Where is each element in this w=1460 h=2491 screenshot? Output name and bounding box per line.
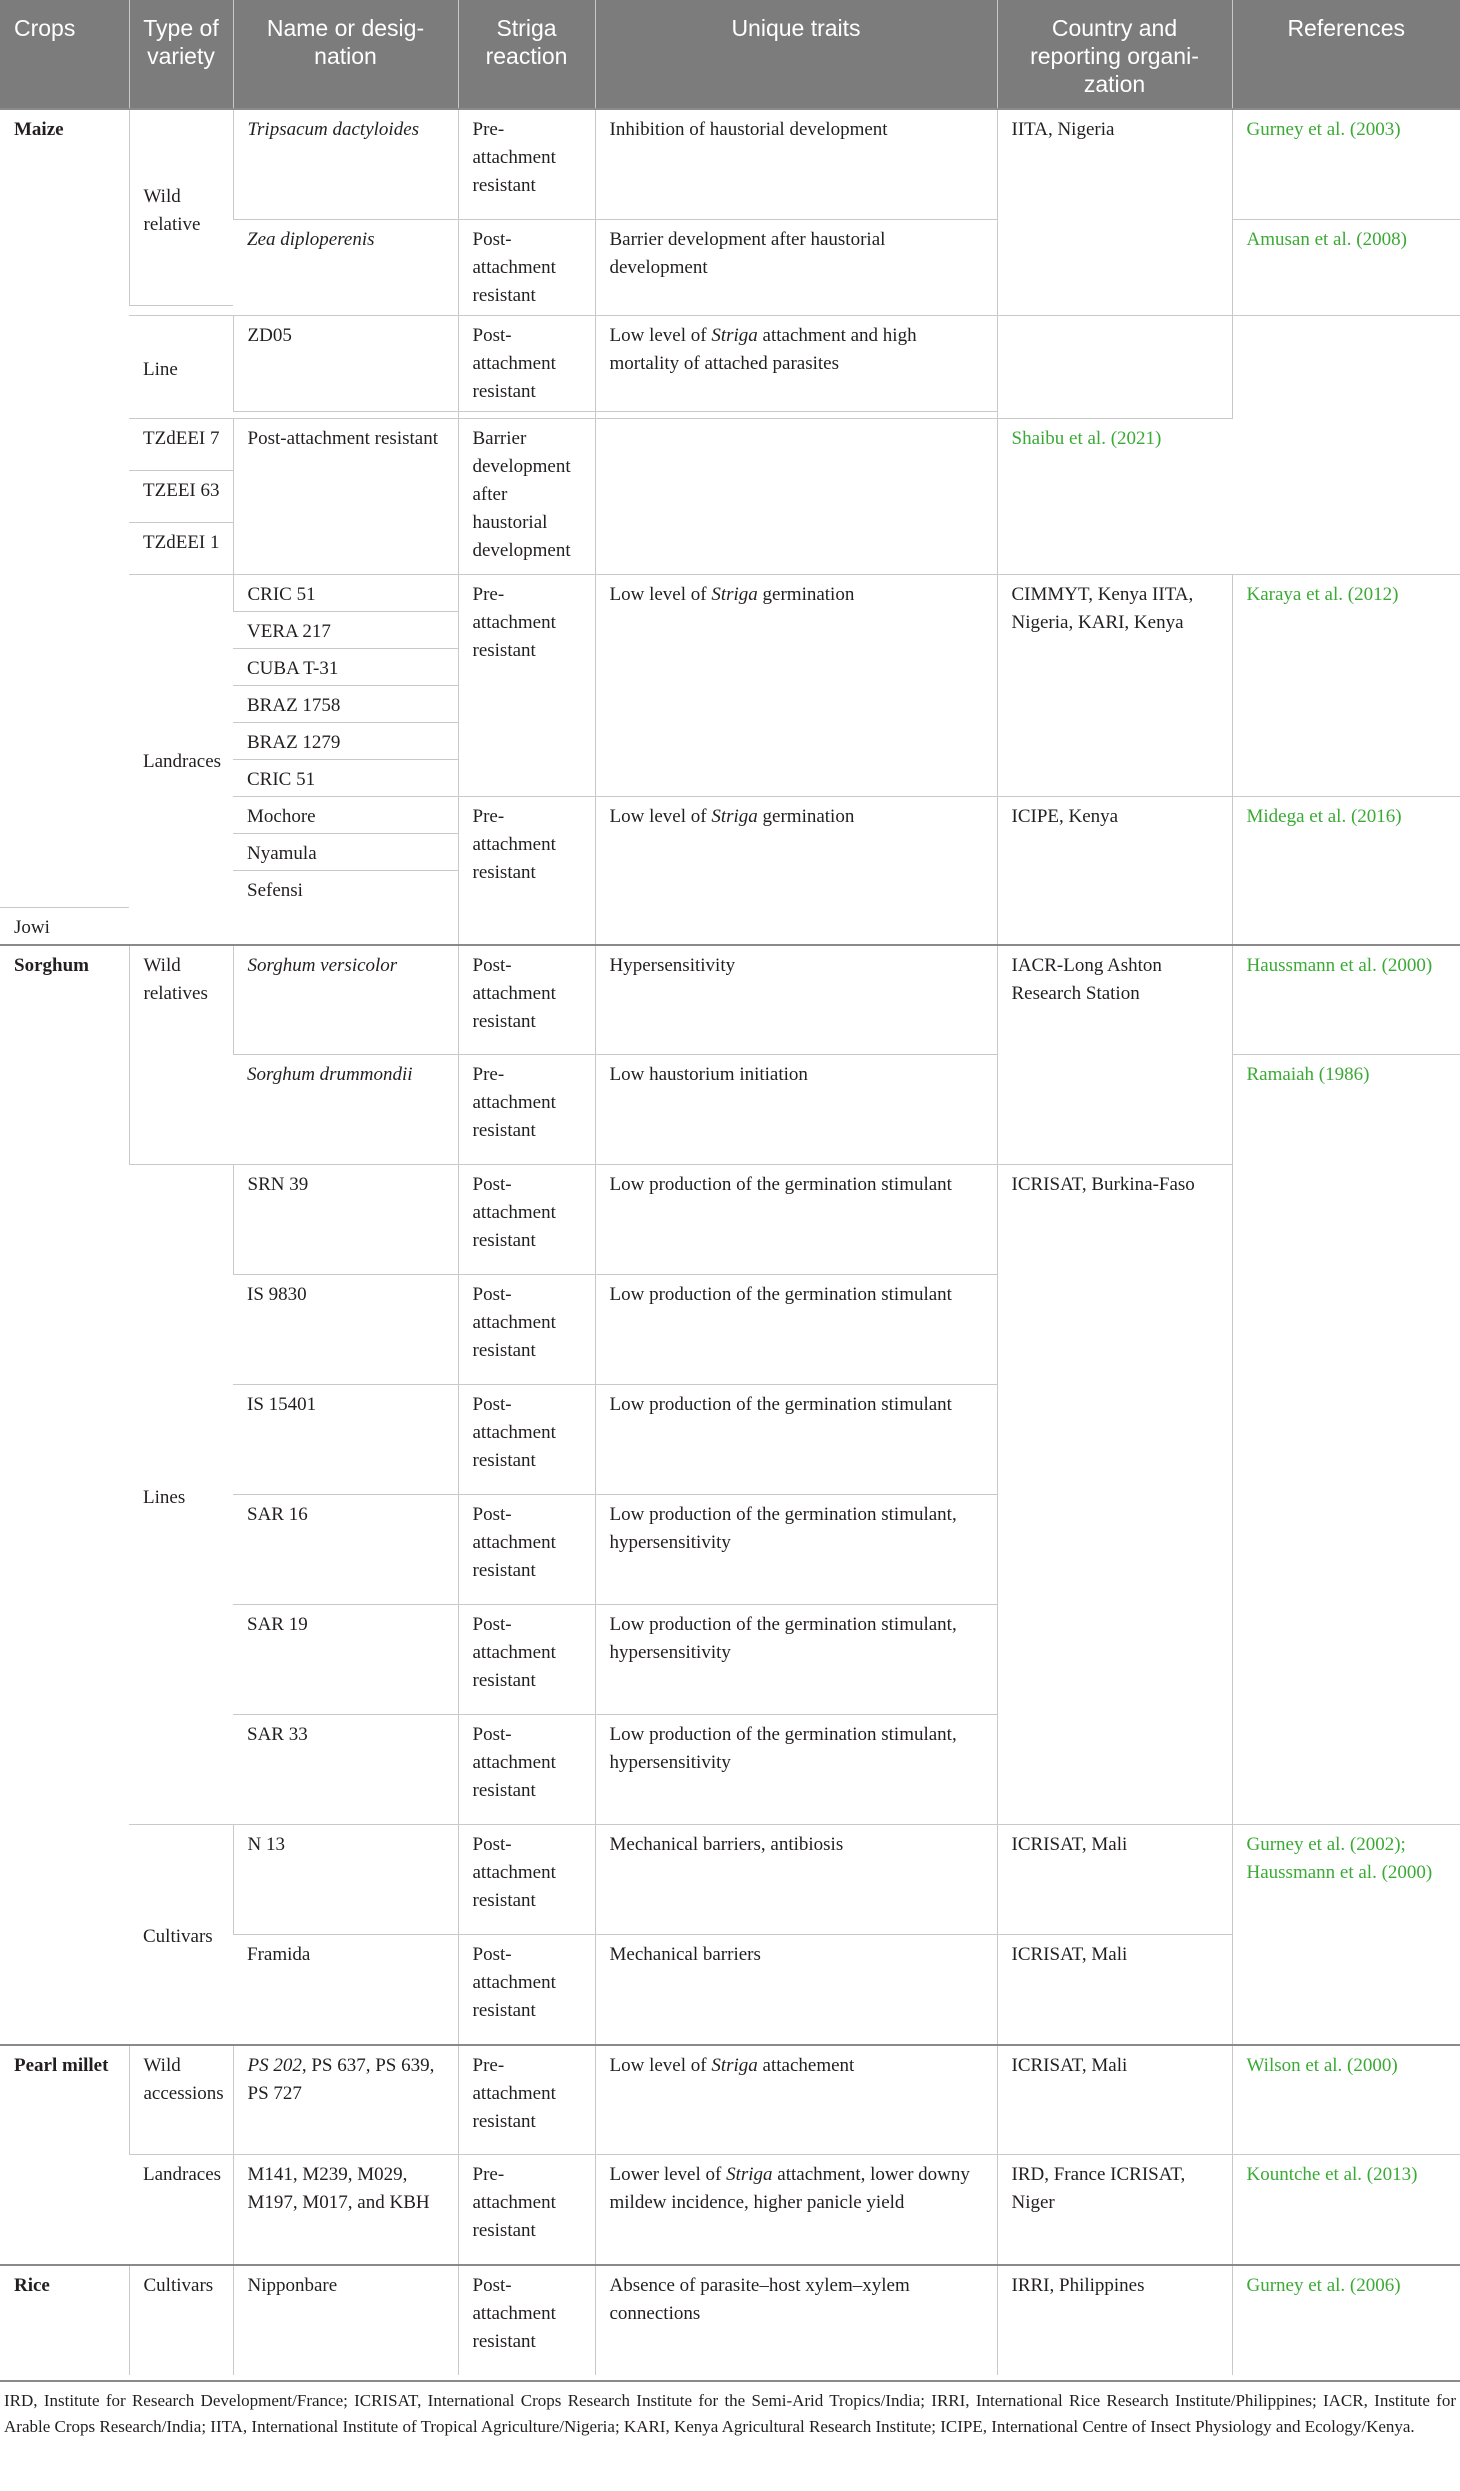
designation-cell: Jowi xyxy=(0,907,129,945)
unique-traits-cell: Barrier development after haustorial development xyxy=(458,419,595,574)
designation-cell: TZdEEI 7 xyxy=(129,419,233,471)
unique-traits-cell: Low production of the germination stimulant, hypersensitivity xyxy=(595,1715,997,1825)
striga-reaction-cell: Post-attachment resistant xyxy=(458,1495,595,1605)
unique-traits-cell: Low level of Striga attachment and high mortality of attached parasites xyxy=(595,315,997,411)
reference-link[interactable]: Midega et al. (2016) xyxy=(1232,797,1460,945)
designation-cell: CRIC 51 xyxy=(233,574,458,611)
header-name-or-designation: Name or desig-nation xyxy=(233,0,458,109)
organization-cell: CIMMYT, Kenya IITA, Nigeria, KARI, Kenya xyxy=(997,574,1232,796)
striga-italic: Striga xyxy=(726,2164,773,2186)
designation-cell: Sorghum drummondii xyxy=(233,1055,458,1165)
reference-link[interactable]: Ramaiah (1986) xyxy=(1232,1055,1460,1825)
striga-reaction-cell: Post-attachment resistant xyxy=(458,945,595,1055)
designation-cell: PS 202, PS 637, PS 639, PS 727 xyxy=(233,2045,458,2155)
designation-cell: SAR 33 xyxy=(233,1715,458,1825)
unique-traits-cell: Lower level of Striga attachment, lower downy mildew incidence, higher panicle yield xyxy=(595,2155,997,2265)
reference-link[interactable]: Kountche et al. (2013) xyxy=(1232,2155,1460,2265)
designation-cell: BRAZ 1758 xyxy=(233,685,458,722)
crop-cell: Maize xyxy=(0,109,129,907)
reference-cell xyxy=(1232,315,1460,419)
striga-reaction-cell: Post-attachment resistant xyxy=(458,1385,595,1495)
organization-cell: ICIPE, Kenya xyxy=(997,797,1232,945)
reference-link[interactable]: Gurney et al. (2002); xyxy=(1246,1834,1406,1856)
table-header-row xyxy=(0,0,1460,109)
striga-reaction-cell: Post-attachment resistant xyxy=(458,1715,595,1825)
striga-reaction-cell: Post-attachment resistant xyxy=(458,1605,595,1715)
unique-traits-cell: Low production of the germination stimulant xyxy=(595,1275,997,1385)
table-row xyxy=(0,2045,1460,2155)
unique-traits-cell: Hypersensitivity xyxy=(595,945,997,1055)
striga-reaction-cell: Post-attachment resistant xyxy=(458,219,595,315)
designation-cell: BRAZ 1279 xyxy=(233,722,458,759)
unique-traits-cell: Low production of the germination stimulant xyxy=(595,1165,997,1275)
variety-type-cell: Landraces xyxy=(129,2155,233,2265)
unique-traits-cell: Absence of parasite–host xylem–xylem connections xyxy=(595,2265,997,2375)
designation-cell: SAR 16 xyxy=(233,1495,458,1605)
striga-reaction-cell: Pre-attachment resistant xyxy=(458,2155,595,2265)
variety-type-cell: Line xyxy=(129,315,233,419)
organization-cell xyxy=(997,315,1232,419)
unique-traits-cell: Low haustorium initiation xyxy=(595,1055,997,1165)
striga-reaction-cell: Post-attachment resistant xyxy=(458,1275,595,1385)
designation-cell: SAR 19 xyxy=(233,1605,458,1715)
table-row xyxy=(0,945,1460,1055)
designation-cell: VERA 217 xyxy=(233,611,458,648)
striga-reaction-cell: Pre-attachment resistant xyxy=(458,109,595,219)
reference-link[interactable]: Karaya et al. (2012) xyxy=(1232,574,1460,796)
unique-traits-cell: Inhibition of haustorial development xyxy=(595,109,997,219)
header-references: References xyxy=(1232,0,1460,109)
designation-cell: Nipponbare xyxy=(233,2265,458,2375)
designation-cell: Sorghum versicolor xyxy=(233,945,458,1055)
reference-link[interactable]: Haussmann et al. (2000) xyxy=(1232,945,1460,1055)
designation-cell: Sefensi xyxy=(233,871,458,907)
designation-cell: N 13 xyxy=(233,1825,458,1935)
striga-reaction-cell: Post-attachment resistant xyxy=(458,1165,595,1275)
unique-traits-cell: Low level of Striga attachement xyxy=(595,2045,997,2155)
striga-italic: Striga xyxy=(711,806,758,827)
organization-cell xyxy=(595,419,997,574)
designation-cell: Framida xyxy=(233,1935,458,2045)
unique-traits-cell: Mechanical barriers, antibiosis xyxy=(595,1825,997,1935)
variety-type-cell: Landraces xyxy=(129,574,233,944)
striga-italic: Striga xyxy=(711,583,758,605)
unique-traits-cell: Barrier development after haustorial development xyxy=(595,219,997,315)
striga-reaction-cell: Pre-attachment resistant xyxy=(458,2045,595,2155)
designation-cell: CRIC 51 xyxy=(233,759,458,796)
organization-cell: ICRISAT, Mali xyxy=(997,1935,1232,2045)
striga-reaction-cell: Pre-attachment resistant xyxy=(458,574,595,796)
designation-cell: Mochore xyxy=(233,797,458,834)
header-country-organization: Country and reporting organi-zation xyxy=(997,0,1232,109)
striga-reaction-cell: Post-attachment resistant xyxy=(233,419,458,574)
designation-cell: TZEEI 63 xyxy=(129,471,233,523)
reference-link[interactable]: Gurney et al. (2003) xyxy=(1232,109,1460,219)
unique-traits-cell: Low production of the germination stimulant, hypersensitivity xyxy=(595,1605,997,1715)
designation-cell: Nyamula xyxy=(233,834,458,871)
organization-cell: ICRISAT, Mali xyxy=(997,2045,1232,2155)
table-row xyxy=(0,2265,1460,2375)
striga-reaction-cell: Post-attachment resistant xyxy=(458,1935,595,2045)
variety-type-cell: Wild accessions xyxy=(129,2045,233,2155)
designation-cell xyxy=(233,412,458,419)
designation-cell: Zea diploperenis xyxy=(233,219,458,306)
variety-type-cell: Wild relative xyxy=(129,109,233,306)
reference-cell xyxy=(1232,1825,1460,2045)
crop-cell: Sorghum xyxy=(0,945,129,2045)
variety-type-cell: Cultivars xyxy=(129,2265,233,2375)
crop-cell: Rice xyxy=(0,2265,129,2375)
designation-cell: CUBA T-31 xyxy=(233,648,458,685)
designation-cell: SRN 39 xyxy=(233,1165,458,1275)
reference-link[interactable]: Gurney et al. (2006) xyxy=(1232,2265,1460,2375)
variety-type-cell: Cultivars xyxy=(129,1825,233,2045)
organization-cell: IRRI, Philippines xyxy=(997,2265,1232,2375)
table-footnote: IRD, Institute for Research Development/France; ICRISAT, International Crops Research Institute for the Semi-Arid Tropics/India; IRRI, International Rice Research Institute/Philippines; IACR, Institute for Arable Crops Research/India; IITA, International Institute of Tropical Agriculture/Nigeria; KARI, Kenya Agricultural Research Institute; ICIPE, International Centre of Insect Physiology and Ecology/Kenya. xyxy=(0,2380,1460,2440)
table-row xyxy=(0,1825,1460,1935)
variety-type-cell: Wild relatives xyxy=(129,945,233,1165)
designation-cell: ZD05 xyxy=(233,315,458,411)
reference-link[interactable]: Haussmann et al. (2000) xyxy=(1246,1862,1433,1884)
unique-traits-cell: Low level of Striga germination xyxy=(595,574,997,796)
organization-cell: IACR-Long Ashton Research Station xyxy=(997,945,1232,1165)
unique-traits-cell: Low production of the germination stimulant, hypersensitivity xyxy=(595,1495,997,1605)
unique-traits-cell xyxy=(595,412,997,419)
striga-reaction-cell: Post-attachment resistant xyxy=(458,1825,595,1935)
reference-link[interactable]: Wilson et al. (2000) xyxy=(1232,2045,1460,2155)
reference-link[interactable]: Amusan et al. (2008) xyxy=(1232,219,1460,315)
variety-type-cell: Lines xyxy=(129,1165,233,1825)
designation-cell: IS 9830 xyxy=(233,1275,458,1385)
table-row xyxy=(0,574,1460,611)
striga-reaction-cell: Post-attachment resistant xyxy=(458,2265,595,2375)
table-row xyxy=(0,2155,1460,2265)
organization-cell: IRD, France ICRISAT, Niger xyxy=(997,2155,1232,2265)
striga-reaction-cell: Pre-attachment resistant xyxy=(458,797,595,945)
designation-cell: Tripsacum dactyloides xyxy=(233,109,458,219)
organization-cell: ICRISAT, Burkina-Faso xyxy=(997,1165,1232,1825)
header-striga-reaction: Striga reaction xyxy=(458,0,595,109)
organization-cell: ICRISAT, Mali xyxy=(997,1825,1232,1935)
striga-italic: Striga xyxy=(711,324,758,346)
unique-traits-cell: Mechanical barriers xyxy=(595,1935,997,2045)
table-row xyxy=(0,419,1460,471)
striga-reaction-cell: Pre-attachment resistant xyxy=(458,1055,595,1165)
header-type-of-variety: Type of variety xyxy=(129,0,233,109)
organization-cell: IITA, Nigeria xyxy=(997,109,1232,315)
designation-cell: M141, M239, M029, M197, M017, and KBH xyxy=(233,2155,458,2265)
designation-cell xyxy=(129,306,233,315)
striga-italic: Striga xyxy=(711,2054,758,2076)
unique-traits-cell: Low level of Striga germination xyxy=(595,797,997,945)
designation-cell: TZdEEI 1 xyxy=(129,523,233,575)
unique-traits-cell: Low production of the germination stimulant xyxy=(595,1385,997,1495)
header-crops: Crops xyxy=(0,0,129,109)
striga-reaction-cell: Post-attachment resistant xyxy=(458,315,595,411)
table-row xyxy=(0,109,1460,219)
table-row xyxy=(0,315,1460,411)
designation-cell: IS 15401 xyxy=(233,1385,458,1495)
reference-link[interactable]: Shaibu et al. (2021) xyxy=(997,419,1232,574)
striga-reaction-cell xyxy=(458,412,595,419)
header-unique-traits: Unique traits xyxy=(595,0,997,109)
crop-cell: Pearl millet xyxy=(0,2045,129,2265)
